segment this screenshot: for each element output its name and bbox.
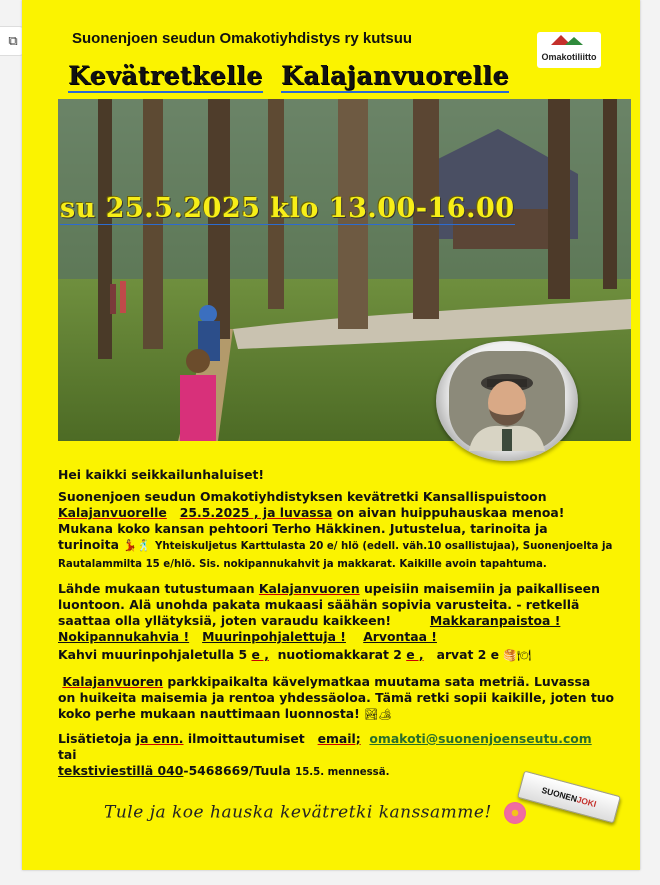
house-icon-green (565, 37, 583, 45)
paragraph-4 (58, 674, 618, 723)
nature-emoji: 🏞🏕 (364, 708, 393, 721)
greeting: Hei kaikki seikkailunhaluiset! (58, 467, 265, 482)
email-link[interactable]: omakoti@suonenjoenseutu.com (369, 731, 592, 746)
p2-text-c: luontoon. Alä unohda pakata mukaasi säähän sopivia varusteita. - retkellä (58, 597, 580, 612)
logo-text: Omakotiliitto (541, 52, 597, 62)
price-unit-1: e , (251, 647, 269, 662)
price-raffle: arvat 2 e (436, 647, 500, 662)
p1-text-d: turinoita (58, 537, 119, 552)
activity-sausage: Makkaranpaistoa ! (429, 613, 561, 628)
place-name: Kalajanvuorelle (58, 505, 167, 520)
closing-line (104, 802, 526, 824)
p2-text-d: saattaa olla yllätyksiä, joten varaudu kaikkeen! (58, 613, 392, 628)
transport-info-2: Rautalammilta 15 e/hlö. Sis. nokipannukahvit ja makkarat. Kaikille avoin tapahtuma. (58, 559, 547, 570)
closing-text: Tule ja koe hauska kevätretki kanssamme! (104, 802, 492, 823)
omakotiliitto-logo (537, 32, 601, 68)
place-name-2: Kalajanvuoren (258, 581, 360, 596)
host-portrait (436, 341, 578, 461)
event-date: 25.5.2025 , ja luvassa (179, 505, 333, 520)
sms-label: tekstiviestillä 040 (58, 763, 184, 778)
p1-text-c: Mukana koko kansan pehtoori Terho Häkkinen. Jutustelua, tarinoita ja (58, 521, 548, 536)
p5-text-b: ilmoittautumiset (187, 731, 305, 746)
p1-text-a: Suonenjoen seudun Omakotiyhdistyksen kevätretki Kansallispuistoon (58, 489, 547, 504)
sponsor-prefix: SUONEN (540, 784, 579, 804)
price-coffee: Kahvi muurinpohjaletulla 5 (58, 647, 248, 662)
dance-emoji: 💃🕺 (123, 539, 151, 552)
food-emoji: 🥞🍽 (503, 649, 532, 662)
p4-text-b: on huikeita maisemia ja rentoa yhdessäoloa. Tämä retki sopii kaikille, joten tuo (58, 690, 615, 705)
p1-text-b: on aivan huippuhauskaa menoa! (336, 505, 565, 520)
email-label: email; (317, 731, 361, 746)
deadline: 15.5. mennessä. (295, 767, 390, 778)
price-unit-2: e , (406, 647, 424, 662)
flower-icon (504, 802, 526, 824)
place-name-3: Kalajanvuoren (62, 674, 164, 689)
paragraph-1 (58, 489, 618, 573)
activity-pancakes: Muurinpohjalettuja ! (202, 629, 346, 644)
activity-raffle: Arvontaa ! (363, 629, 437, 644)
flyer-page (22, 0, 640, 870)
p4-text-a: parkkipaikalta kävelymatkaa muutama sata metriä. Luvassa (167, 674, 591, 689)
event-date-text: su 25.5.2025 klo 13.00-16.00 (60, 193, 515, 224)
transport-info: Yhteiskuljetus Karttulasta 20 e/ hlö (edell. väh.10 osallistujaa), Suonenjoelta ja (155, 541, 613, 552)
title-part1: Kevätretkelle (68, 61, 263, 93)
phone-number: -5468669/Tuula (183, 763, 291, 778)
paragraph-2 (58, 581, 618, 645)
event-date-banner (60, 193, 515, 224)
host-text: Suonenjoen seudun Omakotiyhdistys ry kutsuu (72, 30, 413, 47)
invitation-body (58, 467, 618, 781)
price-sausage: nuotiomakkarat 2 (277, 647, 402, 662)
sponsor-suffix: JOKI (575, 794, 598, 810)
p2-text-a: Lähde mukaan tutustumaan (58, 581, 255, 596)
activity-coffee: Nokipannukahvia ! (58, 629, 190, 644)
p4-text-c: koko perhe mukaan nauttimaan luonnosta! (58, 706, 360, 721)
p2-text-b: upeisiin maisemiin ja paikalliseen (363, 581, 600, 596)
price-line (58, 647, 618, 664)
copilot-icon[interactable]: ⧉ (0, 26, 27, 56)
p5-text-c: tai (58, 747, 77, 762)
p5-text-a: Lisätietoja (58, 731, 132, 746)
p5-text-enn: ja enn. (135, 731, 184, 746)
page-title (68, 61, 509, 90)
portrait-image (449, 351, 565, 451)
title-part2: Kalajanvuorelle (281, 61, 509, 93)
